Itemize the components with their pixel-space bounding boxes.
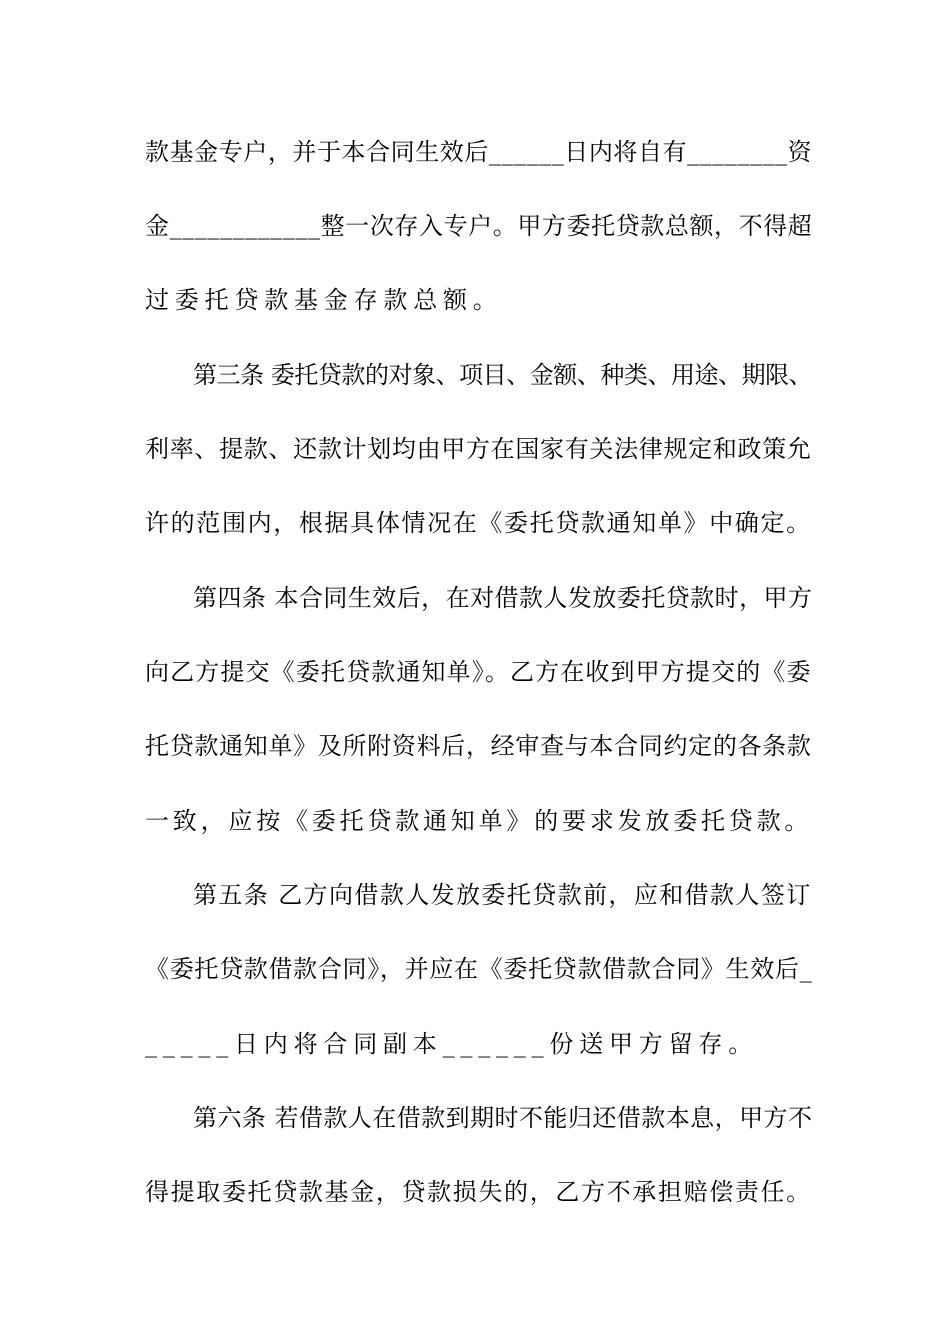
- text-line: 《委托贷款借款合同》，并应在《委托贷款借款合同》生效后_: [145, 955, 813, 983]
- article-6-heading-line: 第六条 若借款人在借款到期时不能归还借款本息，甲方不: [193, 1104, 813, 1132]
- text-line: 过委托贷款基金存款总额。: [145, 286, 503, 314]
- text-line: 托贷款通知单》及所附资料后，经审查与本合同约定的各条款: [145, 732, 812, 760]
- text-line: 一致，应按《委托贷款通知单》的要求发放委托贷款。: [145, 807, 813, 835]
- article-4-heading-line: 第四条 本合同生效后，在对借款人发放委托贷款时，甲方: [193, 584, 813, 612]
- text-line: 利率、提款、还款计划均由甲方在国家有关法律规定和政策允: [145, 435, 812, 463]
- article-5-heading-line: 第五条 乙方向借款人发放委托贷款前，应和借款人签订: [193, 881, 812, 909]
- text-line: 许的范围内，根据具体情况在《委托贷款通知单》中确定。: [145, 509, 812, 537]
- text-line: 款基金专户，并于本合同生效后______日内将自有________资: [145, 138, 813, 166]
- text-line: 得提取委托贷款基金，贷款损失的，乙方不承担赔偿责任。: [145, 1178, 812, 1206]
- article-3-heading-line: 第三条 委托贷款的对象、项目、金额、种类、用途、期限、: [193, 361, 813, 389]
- text-line: 向乙方提交《委托贷款通知单》。乙方在收到甲方提交的《委: [145, 658, 812, 686]
- text-line: _____日内将合同副本______份送甲方留存。: [145, 1030, 758, 1058]
- text-line: 金____________整一次存入专户。甲方委托贷款总额，不得超: [145, 212, 813, 240]
